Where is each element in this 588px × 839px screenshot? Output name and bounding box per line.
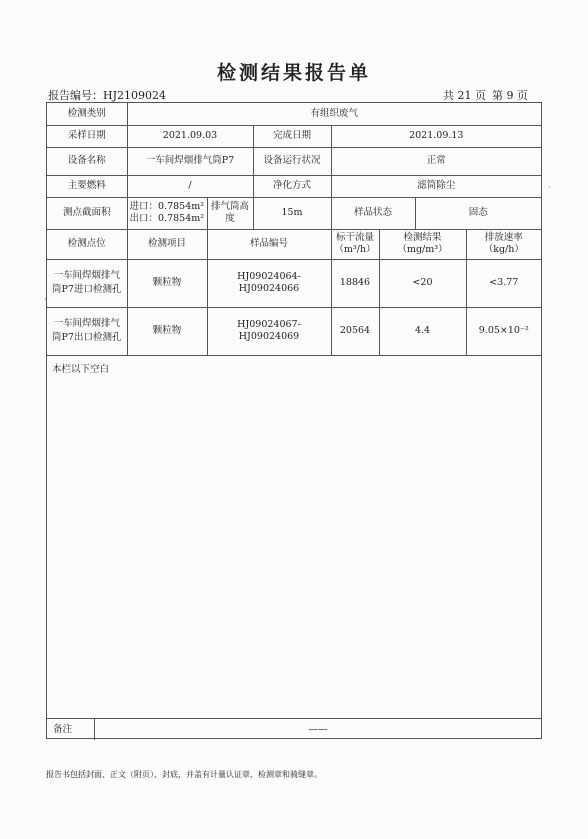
stack-height-label: 排气筒高度 [207,197,253,229]
item-cell: 颗粒物 [127,307,207,355]
inlet-area: 进口：0.7854m² [129,201,205,213]
category-label: 检测类别 [47,103,127,125]
row-dates [47,125,541,147]
sample-state-value: 固态 [415,197,541,229]
fuel-value: / [127,175,253,197]
purify-label: 净化方式 [253,175,331,197]
scan-mark: · [548,183,551,193]
point-cell: 一车间焊烟排气筒P7进口检测孔 [47,259,127,307]
sample-no-cell: HJ09024064-HJ09024066 [207,259,331,307]
item-cell: 颗粒物 [127,259,207,307]
sample-state-label: 样品状态 [331,197,415,229]
remark-row [47,718,541,740]
table-header-row [47,229,541,259]
total-pages: 共 21 页 [443,89,486,102]
outlet-area: 出口：0.7854m² [129,213,205,224]
remark-label: 备注 [47,719,95,740]
col-header-point: 检测点位 [47,229,127,259]
page-indicator [443,87,534,103]
sample-date-value: 2021.09.03 [127,125,253,147]
purify-value: 滤筒除尘 [331,175,541,197]
col-header-result: 检测结果（mg/m³） [379,229,466,259]
run-status-label: 设备运行状况 [253,147,331,175]
blank-below-note: 本栏以下空白 [52,364,110,375]
report-number: 报告编号：HJ2109024 [48,89,166,102]
row-equipment [47,147,541,175]
report-table [47,103,541,356]
section-values [127,197,207,229]
finish-date-value: 2021.09.13 [331,125,541,147]
flow-cell: 20564 [331,307,379,355]
run-status-value: 正常 [331,147,541,175]
equipment-label: 设备名称 [47,147,127,175]
row-section [47,197,541,229]
fuel-label: 主要燃料 [47,175,127,197]
finish-date-label: 完成日期 [253,125,331,147]
stack-height-value: 15m [253,197,331,229]
current-page: 第 9 页 [492,89,528,102]
col-header-flow: 标干流量（m³/h） [331,229,379,259]
equipment-value: 一车间焊烟排气筒P7 [127,147,253,175]
result-cell: <20 [379,259,466,307]
row-category [47,103,541,125]
result-cell: 4.4 [379,307,466,355]
report-form [46,102,542,739]
scan-mark: ' [44,298,47,308]
sample-no-cell: HJ09024067-HJ09024069 [207,307,331,355]
row-fuel [47,175,541,197]
footer-note: 报告书包括封面、正文（附页）、封底，并盖有计量认证章、检测章和骑缝章。 [46,770,322,779]
rate-cell: 9.05×10⁻² [466,307,541,355]
rate-cell: <3.77 [466,259,541,307]
flow-cell: 18846 [331,259,379,307]
col-header-sample-no: 样品编号 [207,229,331,259]
remark-value: —— [308,724,328,735]
category-value: 有组织废气 [127,103,541,125]
report-title: 检测结果报告单 [216,62,371,84]
col-header-rate: 排放速率（kg/h） [466,229,541,259]
table-row [47,307,541,355]
section-label: 测点截面积 [47,197,127,229]
col-header-item: 检测项目 [127,229,207,259]
sample-date-label: 采样日期 [47,125,127,147]
point-cell: 一车间焊烟排气筒P7出口检测孔 [47,307,127,355]
table-row [47,259,541,307]
